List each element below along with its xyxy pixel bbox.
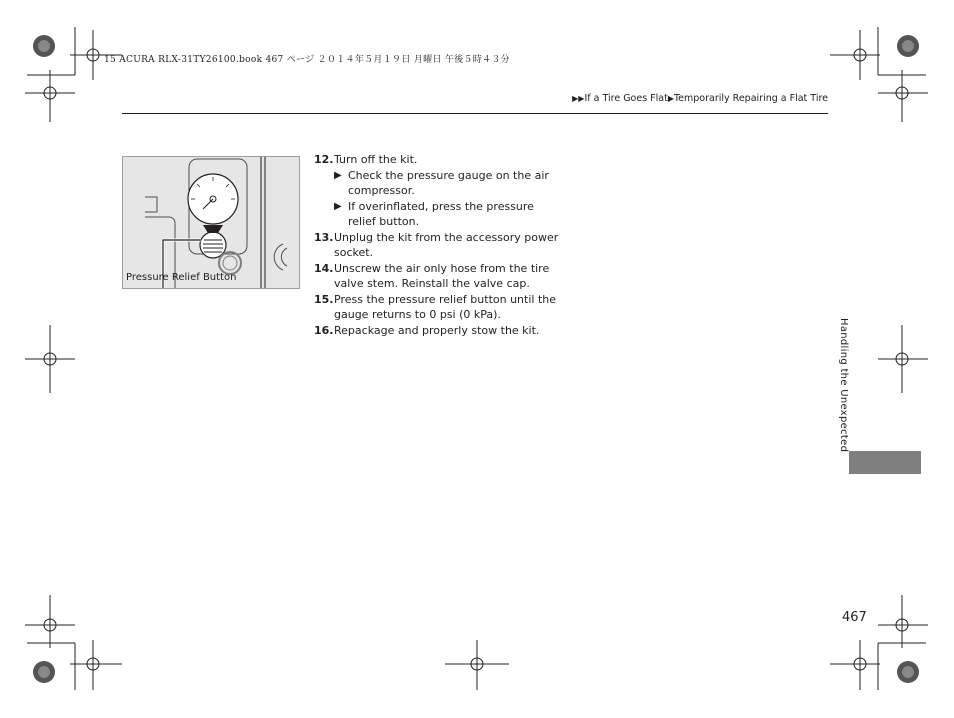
- note-text: Check the pressure gauge on the air compressor.: [348, 168, 549, 197]
- step-text: Repackage and properly stow the kit.: [334, 323, 540, 337]
- breadcrumb-part-2[interactable]: Temporarily Repairing a Flat Tire: [673, 93, 828, 104]
- step-number: 15.: [314, 292, 334, 306]
- breadcrumb-part-1[interactable]: If a Tire Goes Flat: [584, 93, 668, 104]
- section-sidebar: [838, 318, 862, 453]
- triangle-bullet-icon: ▶: [334, 200, 342, 212]
- step-text: Turn off the kit.: [334, 153, 418, 166]
- step-text: Unplug the kit from the accessory power socket.: [334, 230, 559, 259]
- step-number: 12.: [314, 153, 334, 166]
- step-number: 14.: [314, 261, 334, 275]
- triangle-bullet-icon: ▶: [334, 169, 342, 181]
- step-15: [314, 292, 564, 323]
- step-16: [314, 323, 564, 339]
- step-13: [314, 230, 564, 261]
- step-12-note-1: [334, 168, 564, 199]
- step-number: 16.: [314, 323, 334, 337]
- section-tab[interactable]: [849, 451, 921, 474]
- step-text: Press the pressure relief button until the gauge returns to 0 psi (0 kPa).: [334, 292, 556, 321]
- procedure-steps: [314, 152, 564, 338]
- book-info-header: 15 ACURA RLX-31TY26100.book 467 ページ ２０１４年５月１９日 月曜日 午後５時４３分: [104, 55, 510, 65]
- step-number: 13.: [314, 230, 334, 244]
- section-title[interactable]: Handling the Unexpected: [838, 318, 849, 453]
- step-text: Unscrew the air only hose from the tire valve stem. Reinstall the valve cap.: [334, 261, 550, 290]
- pressure-relief-illustration: [122, 156, 300, 289]
- figure-callout-label: Pressure Relief Button: [126, 272, 237, 283]
- breadcrumb-arrow-icon: ▶▶: [572, 94, 585, 103]
- step-12-note-2: [334, 199, 564, 230]
- breadcrumb: [572, 93, 828, 104]
- breadcrumb-separator-icon: ▶: [667, 94, 674, 103]
- note-text: If overinflated, press the pressure relief button.: [348, 199, 534, 228]
- step-12: [314, 152, 564, 230]
- compressor-illustration-icon: [123, 157, 300, 289]
- step-14: [314, 261, 564, 292]
- page-number: 467: [842, 610, 867, 625]
- header-rule: [122, 113, 828, 114]
